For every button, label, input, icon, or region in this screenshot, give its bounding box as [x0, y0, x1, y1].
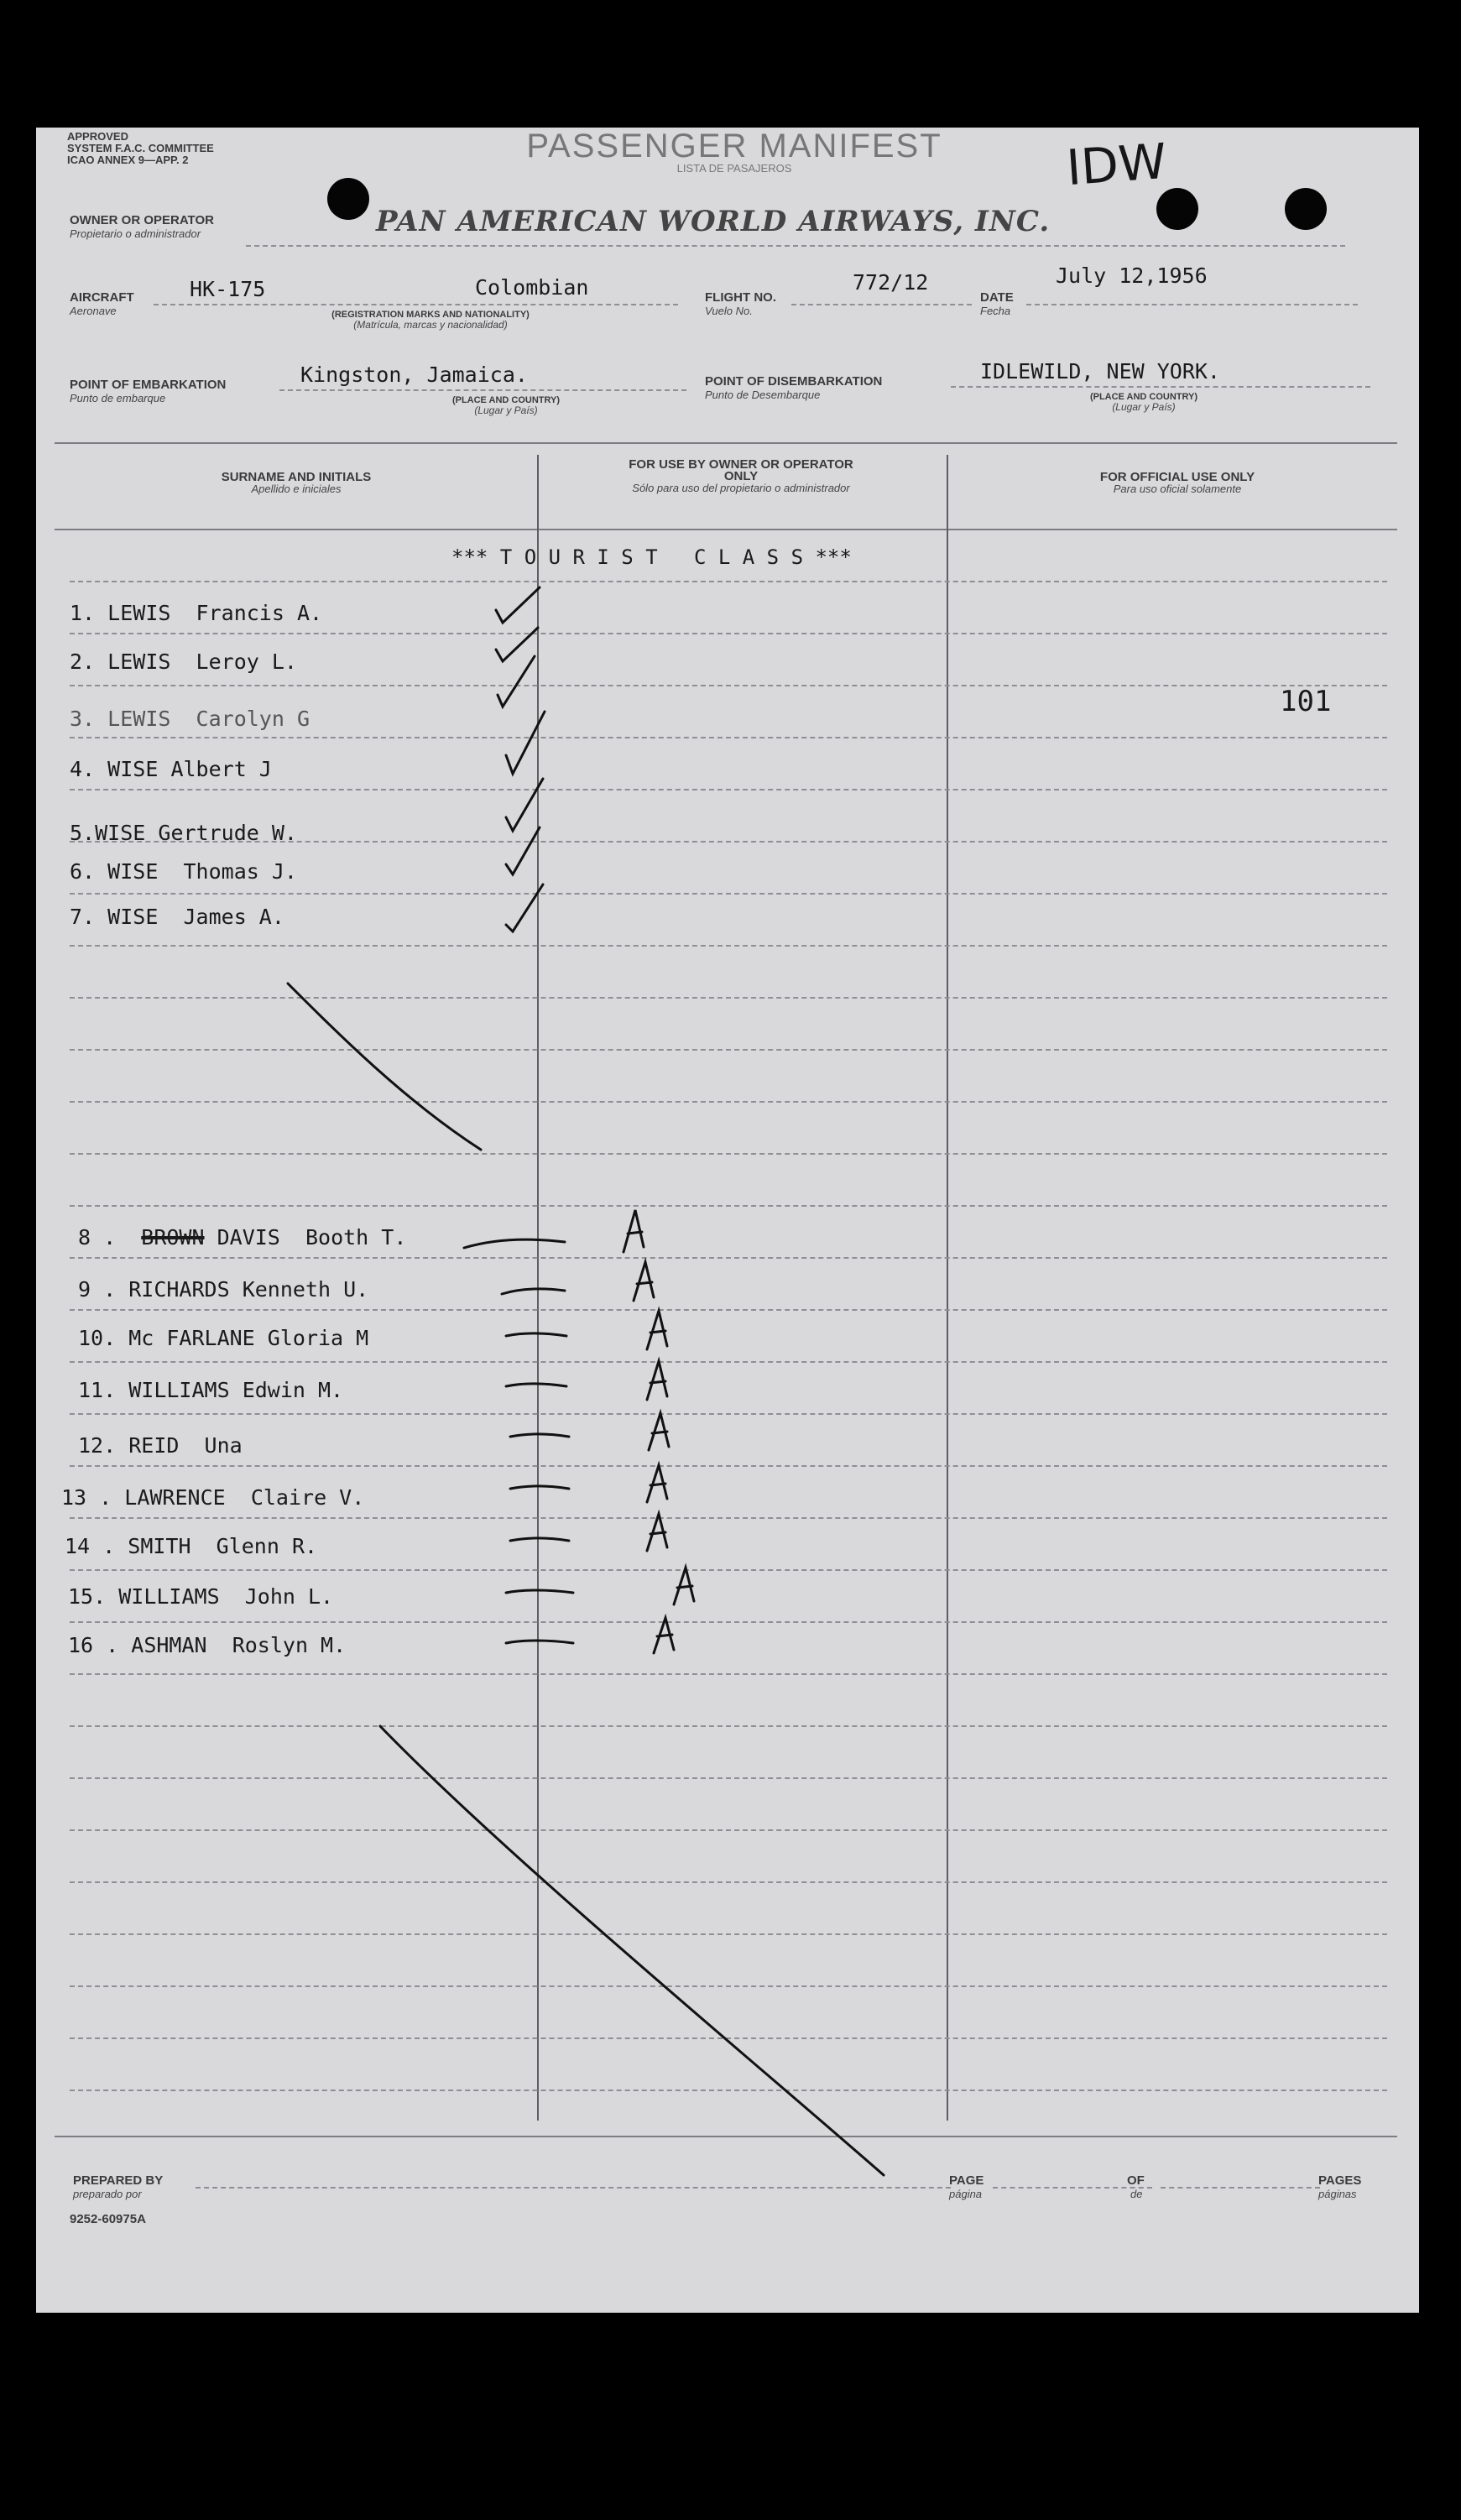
a-mark	[634, 1262, 654, 1301]
a-mark	[674, 1568, 694, 1604]
approved-line: SYSTEM F.A.C. COMMITTEE	[67, 142, 214, 154]
surname: WILLIAMS	[128, 1378, 230, 1402]
aircraft-nationality: Colombian	[475, 275, 589, 300]
row-number: 13 .	[61, 1485, 112, 1510]
given-name: Edwin M.	[242, 1378, 344, 1402]
dash-mark	[506, 1333, 566, 1336]
dash-mark	[510, 1486, 569, 1489]
dash-mark	[510, 1434, 569, 1437]
given-name: Gloria M	[267, 1326, 369, 1350]
column-subtitle: Para uso oficial solamente	[1113, 483, 1242, 495]
page-label: PAGE	[949, 2173, 984, 2188]
column-title: SURNAME AND INITIALS	[221, 470, 372, 484]
embark-label-es: Punto de embarque	[70, 392, 166, 404]
flight-label-es: Vuelo No.	[705, 305, 753, 317]
row-number: 9 .	[78, 1277, 117, 1302]
handwritten-marks	[36, 128, 1419, 2313]
date-label-es: Fecha	[980, 305, 1011, 317]
dash-mark	[506, 1641, 573, 1643]
embark-place-note-es: (Lugar y País)	[474, 404, 538, 416]
owner-label-es: Propietario o administrador	[70, 227, 201, 240]
surname: DAVIS	[217, 1225, 280, 1250]
disembark-label: POINT OF DISEMBARKATION	[705, 374, 883, 389]
row-number: 15.	[68, 1584, 107, 1609]
of-label-es: de	[1130, 2188, 1143, 2200]
given-name: Roslyn M.	[232, 1633, 347, 1657]
disembarkation-point: IDLEWILD, NEW YORK.	[980, 359, 1220, 383]
aircraft-label: AIRCRAFT	[70, 290, 134, 305]
given-name: Claire V.	[250, 1485, 365, 1510]
a-mark	[647, 1311, 667, 1349]
column-title: FOR OFFICIAL USE ONLY	[1099, 470, 1255, 484]
column-subtitle: Apellido e iniciales	[251, 483, 342, 495]
dash-mark	[506, 1590, 573, 1593]
carrier-name: PAN AMERICAN WORLD AIRWAYS, INC.	[376, 205, 1051, 238]
cancel-stroke	[380, 1726, 884, 2175]
row-number: 16 .	[68, 1633, 119, 1657]
registration-note-es: (Matrícula, marcas y nacionalidad)	[353, 319, 508, 331]
check-mark	[506, 779, 543, 831]
surname: LEWIS	[107, 707, 171, 731]
cancel-stroke	[288, 983, 481, 1150]
manifest-page	[36, 128, 1419, 2313]
flight-number: 772/12	[853, 270, 929, 295]
a-mark	[647, 1514, 667, 1551]
row-number: 3.	[70, 707, 96, 731]
a-mark	[647, 1361, 667, 1400]
embark-place-note: (PLACE AND COUNTRY)	[451, 395, 561, 405]
embark-label: POINT OF EMBARKATION	[70, 378, 227, 392]
given-name: Una	[204, 1433, 243, 1458]
a-mark	[654, 1618, 674, 1653]
approved-line: ICAO ANNEX 9—APP. 2	[67, 154, 189, 166]
surname: WISE	[107, 859, 159, 884]
aircraft-label-es: Aeronave	[70, 305, 117, 317]
row-number: 5.	[70, 821, 96, 845]
flight-label: FLIGHT NO.	[705, 290, 776, 305]
surname: Mc FARLANE	[128, 1326, 255, 1350]
surname: LEWIS	[107, 601, 171, 625]
row-number: 7.	[70, 905, 96, 929]
given-name: John L.	[244, 1584, 334, 1609]
form-number: 9252-60975A	[70, 2212, 146, 2226]
given-name: Booth T.	[305, 1225, 407, 1250]
embarkation-point: Kingston, Jamaica.	[300, 363, 528, 387]
row-number: 11.	[78, 1378, 117, 1402]
row-number: 14 .	[65, 1534, 116, 1558]
row-number: 8 .	[78, 1225, 117, 1250]
surname: LEWIS	[107, 650, 171, 674]
prepared-line	[196, 2187, 951, 2189]
disembark-label-es: Punto de Desembarque	[705, 389, 821, 401]
check-mark	[506, 827, 540, 874]
dash-mark	[506, 1384, 566, 1386]
flight-date: July 12,1956	[1056, 263, 1208, 288]
check-mark	[496, 587, 540, 623]
pages-label: PAGES	[1318, 2173, 1362, 2188]
row-number: 2.	[70, 650, 96, 674]
given-name: James A.	[183, 905, 284, 929]
pages-line	[1161, 2187, 1320, 2189]
surname: ASHMAN	[131, 1633, 207, 1657]
given-name: Carolyn G	[196, 707, 310, 731]
check-mark	[498, 656, 535, 707]
a-mark	[647, 1465, 667, 1502]
date-label: DATE	[980, 290, 1014, 305]
a-mark	[649, 1413, 669, 1450]
given-name: Leroy L.	[196, 650, 297, 674]
given-name: Glenn R.	[216, 1534, 318, 1558]
struck-surname: BROWN	[141, 1225, 205, 1250]
given-name: Gertrude W.	[158, 821, 297, 845]
surname: SMITH	[128, 1534, 191, 1558]
given-name: Kenneth U.	[242, 1277, 369, 1302]
dash-mark	[502, 1289, 565, 1294]
surname: RICHARDS	[128, 1277, 230, 1302]
a-mark	[624, 1210, 644, 1252]
row-number: 6.	[70, 859, 96, 884]
of-label: OF	[1127, 2173, 1145, 2188]
form-title: PASSENGER MANIFEST	[526, 128, 942, 164]
column-subtitle: Sólo para uso del propietario o administrador	[632, 482, 850, 494]
check-mark	[506, 884, 543, 931]
airport-code-handwritten: IDW	[1064, 132, 1169, 197]
pages-label-es: páginas	[1318, 2188, 1357, 2200]
official-number: 101	[1280, 685, 1332, 718]
owner-label: OWNER OR OPERATOR	[70, 213, 214, 227]
check-mark	[506, 712, 545, 774]
dash-mark	[464, 1239, 565, 1248]
surname: WILLIAMS	[118, 1584, 220, 1609]
page-label-es: página	[949, 2188, 983, 2200]
check-mark	[496, 628, 538, 661]
row-number: 1.	[70, 601, 96, 625]
disembark-place-note-es: (Lugar y País)	[1112, 401, 1176, 413]
class-header: *** T O U R I S T C L A S S ***	[451, 545, 852, 569]
surname: WISE	[107, 757, 159, 781]
surname: WISE	[95, 821, 146, 845]
surname: REID	[128, 1433, 180, 1458]
row-number: 10.	[78, 1326, 117, 1350]
surname: WISE	[107, 905, 159, 929]
prepared-label-es: preparado por	[73, 2188, 142, 2200]
registration-note: (REGISTRATION MARKS AND NATIONALITY)	[331, 310, 530, 320]
dash-mark	[510, 1538, 569, 1541]
column-title: FOR USE BY OWNER OR OPERATOR ONLY	[629, 457, 853, 483]
given-name: Francis A.	[196, 601, 323, 625]
form-title-es: LISTA DE PASAJEROS	[676, 162, 792, 175]
surname: LAWRENCE	[124, 1485, 226, 1510]
row-number: 12.	[78, 1433, 117, 1458]
given-name: Albert J	[170, 757, 272, 781]
approved-line: APPROVED	[67, 130, 128, 143]
given-name: Thomas J.	[183, 859, 297, 884]
aircraft-registration: HK-175	[190, 277, 266, 301]
prepared-label: PREPARED BY	[73, 2173, 164, 2188]
disembark-place-note: (PLACE AND COUNTRY)	[1089, 392, 1198, 402]
row-number: 4.	[70, 757, 96, 781]
